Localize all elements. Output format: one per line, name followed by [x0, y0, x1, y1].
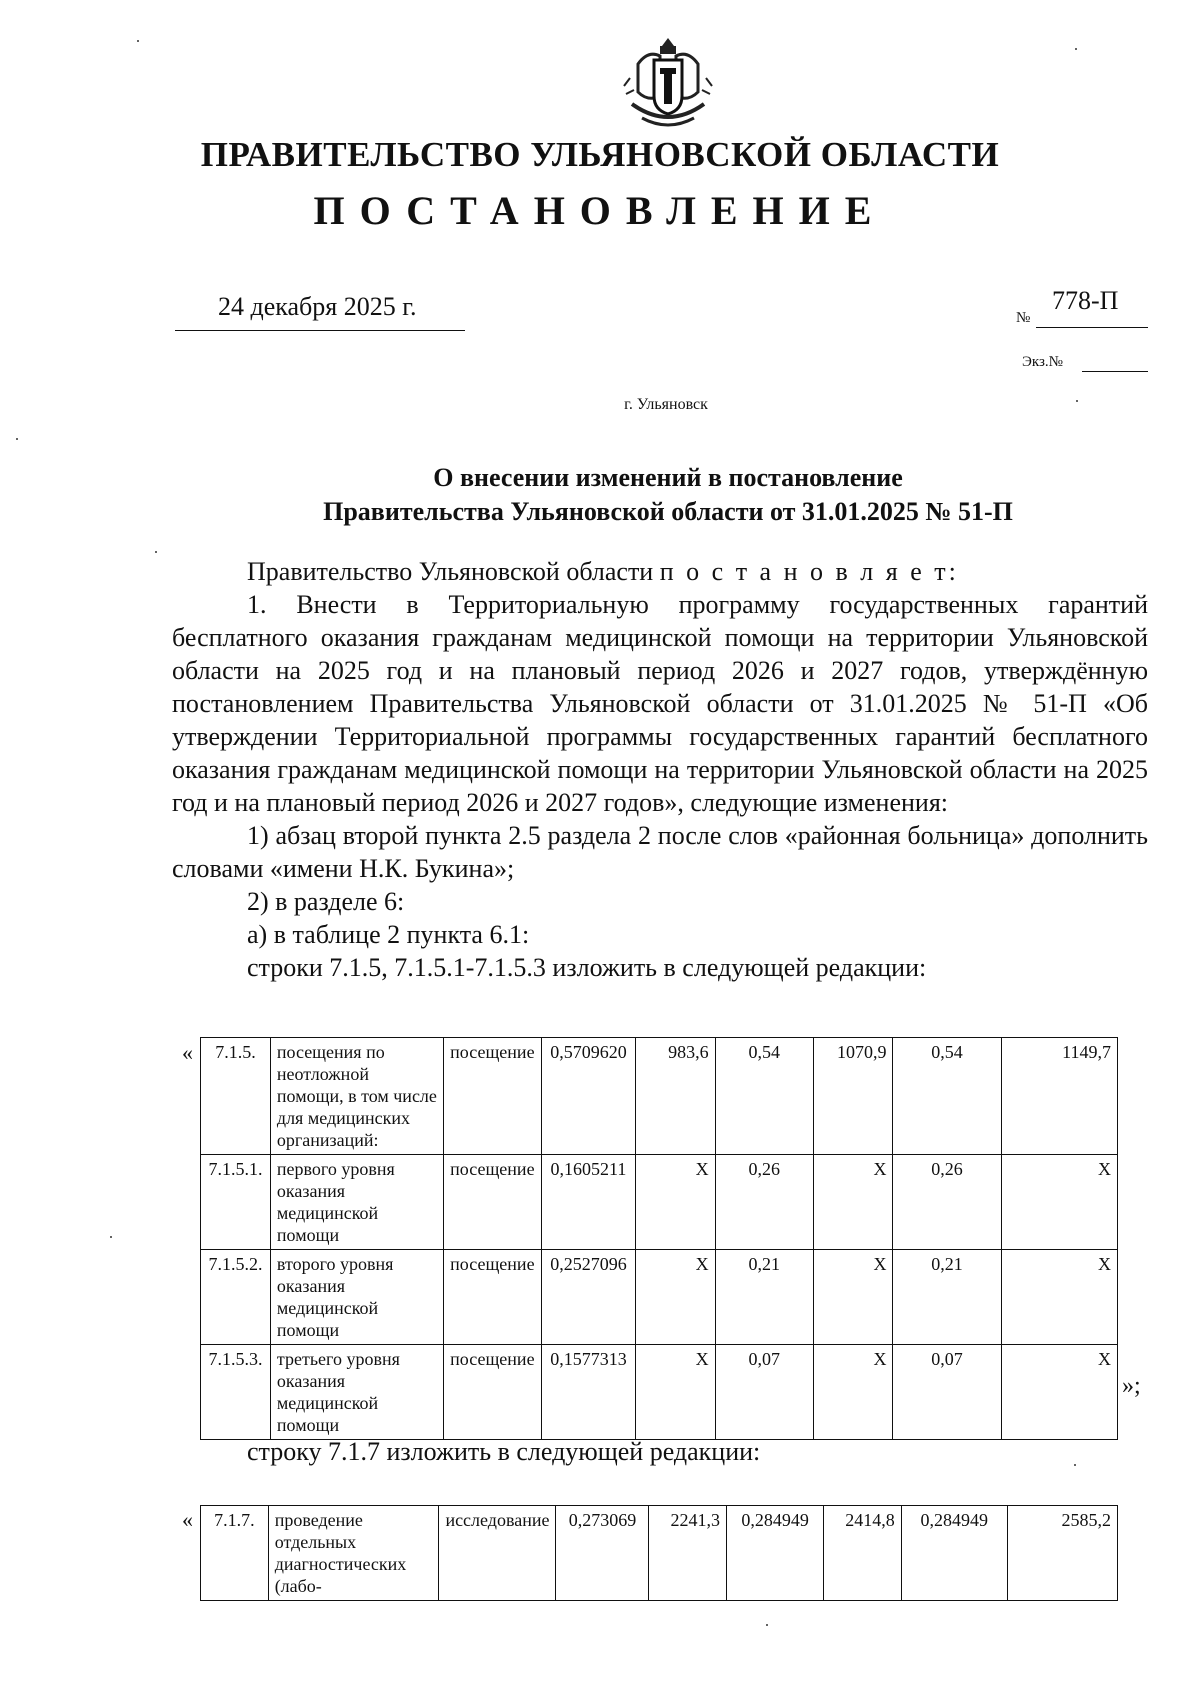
table-row [201, 1345, 1118, 1440]
table-row [201, 1506, 1118, 1601]
row-value-1: 0,2527096 [541, 1250, 636, 1345]
row-code: 7.1.5.1. [201, 1155, 271, 1250]
table-row [201, 1250, 1118, 1345]
row-value-3: 0,26 [715, 1155, 813, 1250]
row-value-5: 0,26 [893, 1155, 1001, 1250]
row-unit: посещение [444, 1250, 541, 1345]
number-underline [1036, 327, 1148, 328]
row-code: 7.1.5.3. [201, 1345, 271, 1440]
row-value-6: Х [1001, 1155, 1117, 1250]
rows-intro: строки 7.1.5, 7.1.5.1-7.1.5.3 изложить в следующей редакции: [247, 953, 927, 982]
intro-verb: п о с т а н о в л я е т: [659, 557, 959, 586]
item-2a: а) в таблице 2 пункта 6.1: [247, 920, 530, 949]
row-value-6: 1149,7 [1001, 1038, 1117, 1155]
scan-speck [1075, 48, 1077, 50]
row-value-4: 2414,8 [824, 1506, 902, 1601]
row-unit: посещение [444, 1038, 541, 1155]
row-value-2: 983,6 [636, 1038, 715, 1155]
copy-number-label: Экз.№ [1022, 354, 1063, 370]
row-name: проведение отдельных диагностических (лабо- [268, 1506, 439, 1601]
row-value-4: Х [814, 1155, 893, 1250]
table-2 [200, 1505, 1118, 1601]
row-name: второго уровня оказания медицинской помощи [270, 1250, 443, 1345]
table-row [201, 1155, 1118, 1250]
row-value-5: 0,07 [893, 1345, 1001, 1440]
row-value-3: 0,54 [715, 1038, 813, 1155]
scan-speck [16, 438, 18, 440]
row-value-6: Х [1001, 1250, 1117, 1345]
intro-text: Правительство Ульяновской области [247, 557, 654, 586]
row-code: 7.1.7. [201, 1506, 269, 1601]
row-value-1: 0,5709620 [541, 1038, 636, 1155]
document-date: 24 декабря 2025 г. [218, 292, 417, 321]
row-value-3: 0,21 [715, 1250, 813, 1345]
table-row [201, 1038, 1118, 1155]
table-1 [200, 1037, 1118, 1440]
scan-speck [137, 40, 139, 42]
row-code: 7.1.5.2. [201, 1250, 271, 1345]
copy-number-underline [1082, 371, 1148, 372]
row-value-6: 2585,2 [1007, 1506, 1117, 1601]
scan-speck [1074, 1464, 1076, 1466]
city: г. Ульяновск [624, 396, 708, 413]
item-1: 1) абзац второй пункта 2.5 раздела 2 после слов «районная больница» дополнить словами «имени Н.К. Букина»; [172, 821, 1148, 883]
paragraph-1: 1. Внести в Территориальную программу государственных гарантий бесплатного оказания гражданам медицинской помощи на территории Ульяновской области на 2025 год и на плановый период 2026 и 2027 годов, утверждённую постановлением Правительства Ульяновской области от 31.01.2025 № 51-П «Об утверждении Территориальной программы государственных гарантий бесплатного оказания гражданам медицинской помощи на территории Ульяновской области на 2025 год и на плановый период 2026 и 2027 годов», следующие изменения: [172, 590, 1148, 817]
row-value-2: 2241,3 [649, 1506, 727, 1601]
table1-close-quote: »; [1122, 1373, 1141, 1399]
coat-of-arms-emblem [618, 34, 718, 134]
row-value-2: Х [636, 1250, 715, 1345]
row-value-1: 0,1577313 [541, 1345, 636, 1440]
scan-speck [155, 551, 157, 553]
row-name: третьего уровня оказания медицинской помощи [270, 1345, 443, 1440]
title-line-2: Правительства Ульяновской области от 31.01.2025 № 51-П [323, 497, 1013, 526]
document-number: 778-П [1052, 286, 1119, 315]
row-unit: исследование [439, 1506, 556, 1601]
row-name: посещения по неотложной помощи, в том числе для медицинских организаций: [270, 1038, 443, 1155]
row-unit: посещение [444, 1345, 541, 1440]
row-value-3: 0,284949 [726, 1506, 823, 1601]
scan-speck [766, 1624, 768, 1626]
document-type-heading: ПОСТАНОВЛЕНИЕ [313, 188, 887, 233]
scan-speck [110, 1236, 112, 1238]
row-value-5: 0,21 [893, 1250, 1001, 1345]
date-underline [175, 330, 465, 331]
row-value-4: Х [814, 1250, 893, 1345]
row-value-1: 0,273069 [556, 1506, 649, 1601]
row-value-6: Х [1001, 1345, 1117, 1440]
title-line-1: О внесении изменений в постановление [433, 463, 903, 492]
row-value-1: 0,1605211 [541, 1155, 636, 1250]
row-value-4: Х [814, 1345, 893, 1440]
row-value-2: Х [636, 1345, 715, 1440]
row-intro-2: строку 7.1.7 изложить в следующей редакции: [247, 1437, 761, 1466]
row-value-2: Х [636, 1155, 715, 1250]
item-2: 2) в разделе 6: [247, 887, 405, 916]
row-code: 7.1.5. [201, 1038, 271, 1155]
row-value-5: 0,54 [893, 1038, 1001, 1155]
row-value-5: 0,284949 [901, 1506, 1007, 1601]
row-name: первого уровня оказания медицинской помощи [270, 1155, 443, 1250]
number-sign: № [1016, 310, 1031, 326]
row-value-3: 0,07 [715, 1345, 813, 1440]
intro-paragraph [172, 555, 1148, 588]
table1-open-quote: « [182, 1040, 193, 1065]
document-title [0, 461, 1200, 529]
scan-speck [1076, 400, 1078, 402]
government-heading: ПРАВИТЕЛЬСТВО УЛЬЯНОВСКОЙ ОБЛАСТИ [200, 135, 1000, 174]
row-value-4: 1070,9 [814, 1038, 893, 1155]
document-body [172, 555, 1148, 984]
row-unit: посещение [444, 1155, 541, 1250]
table2-open-quote: « [182, 1507, 193, 1532]
